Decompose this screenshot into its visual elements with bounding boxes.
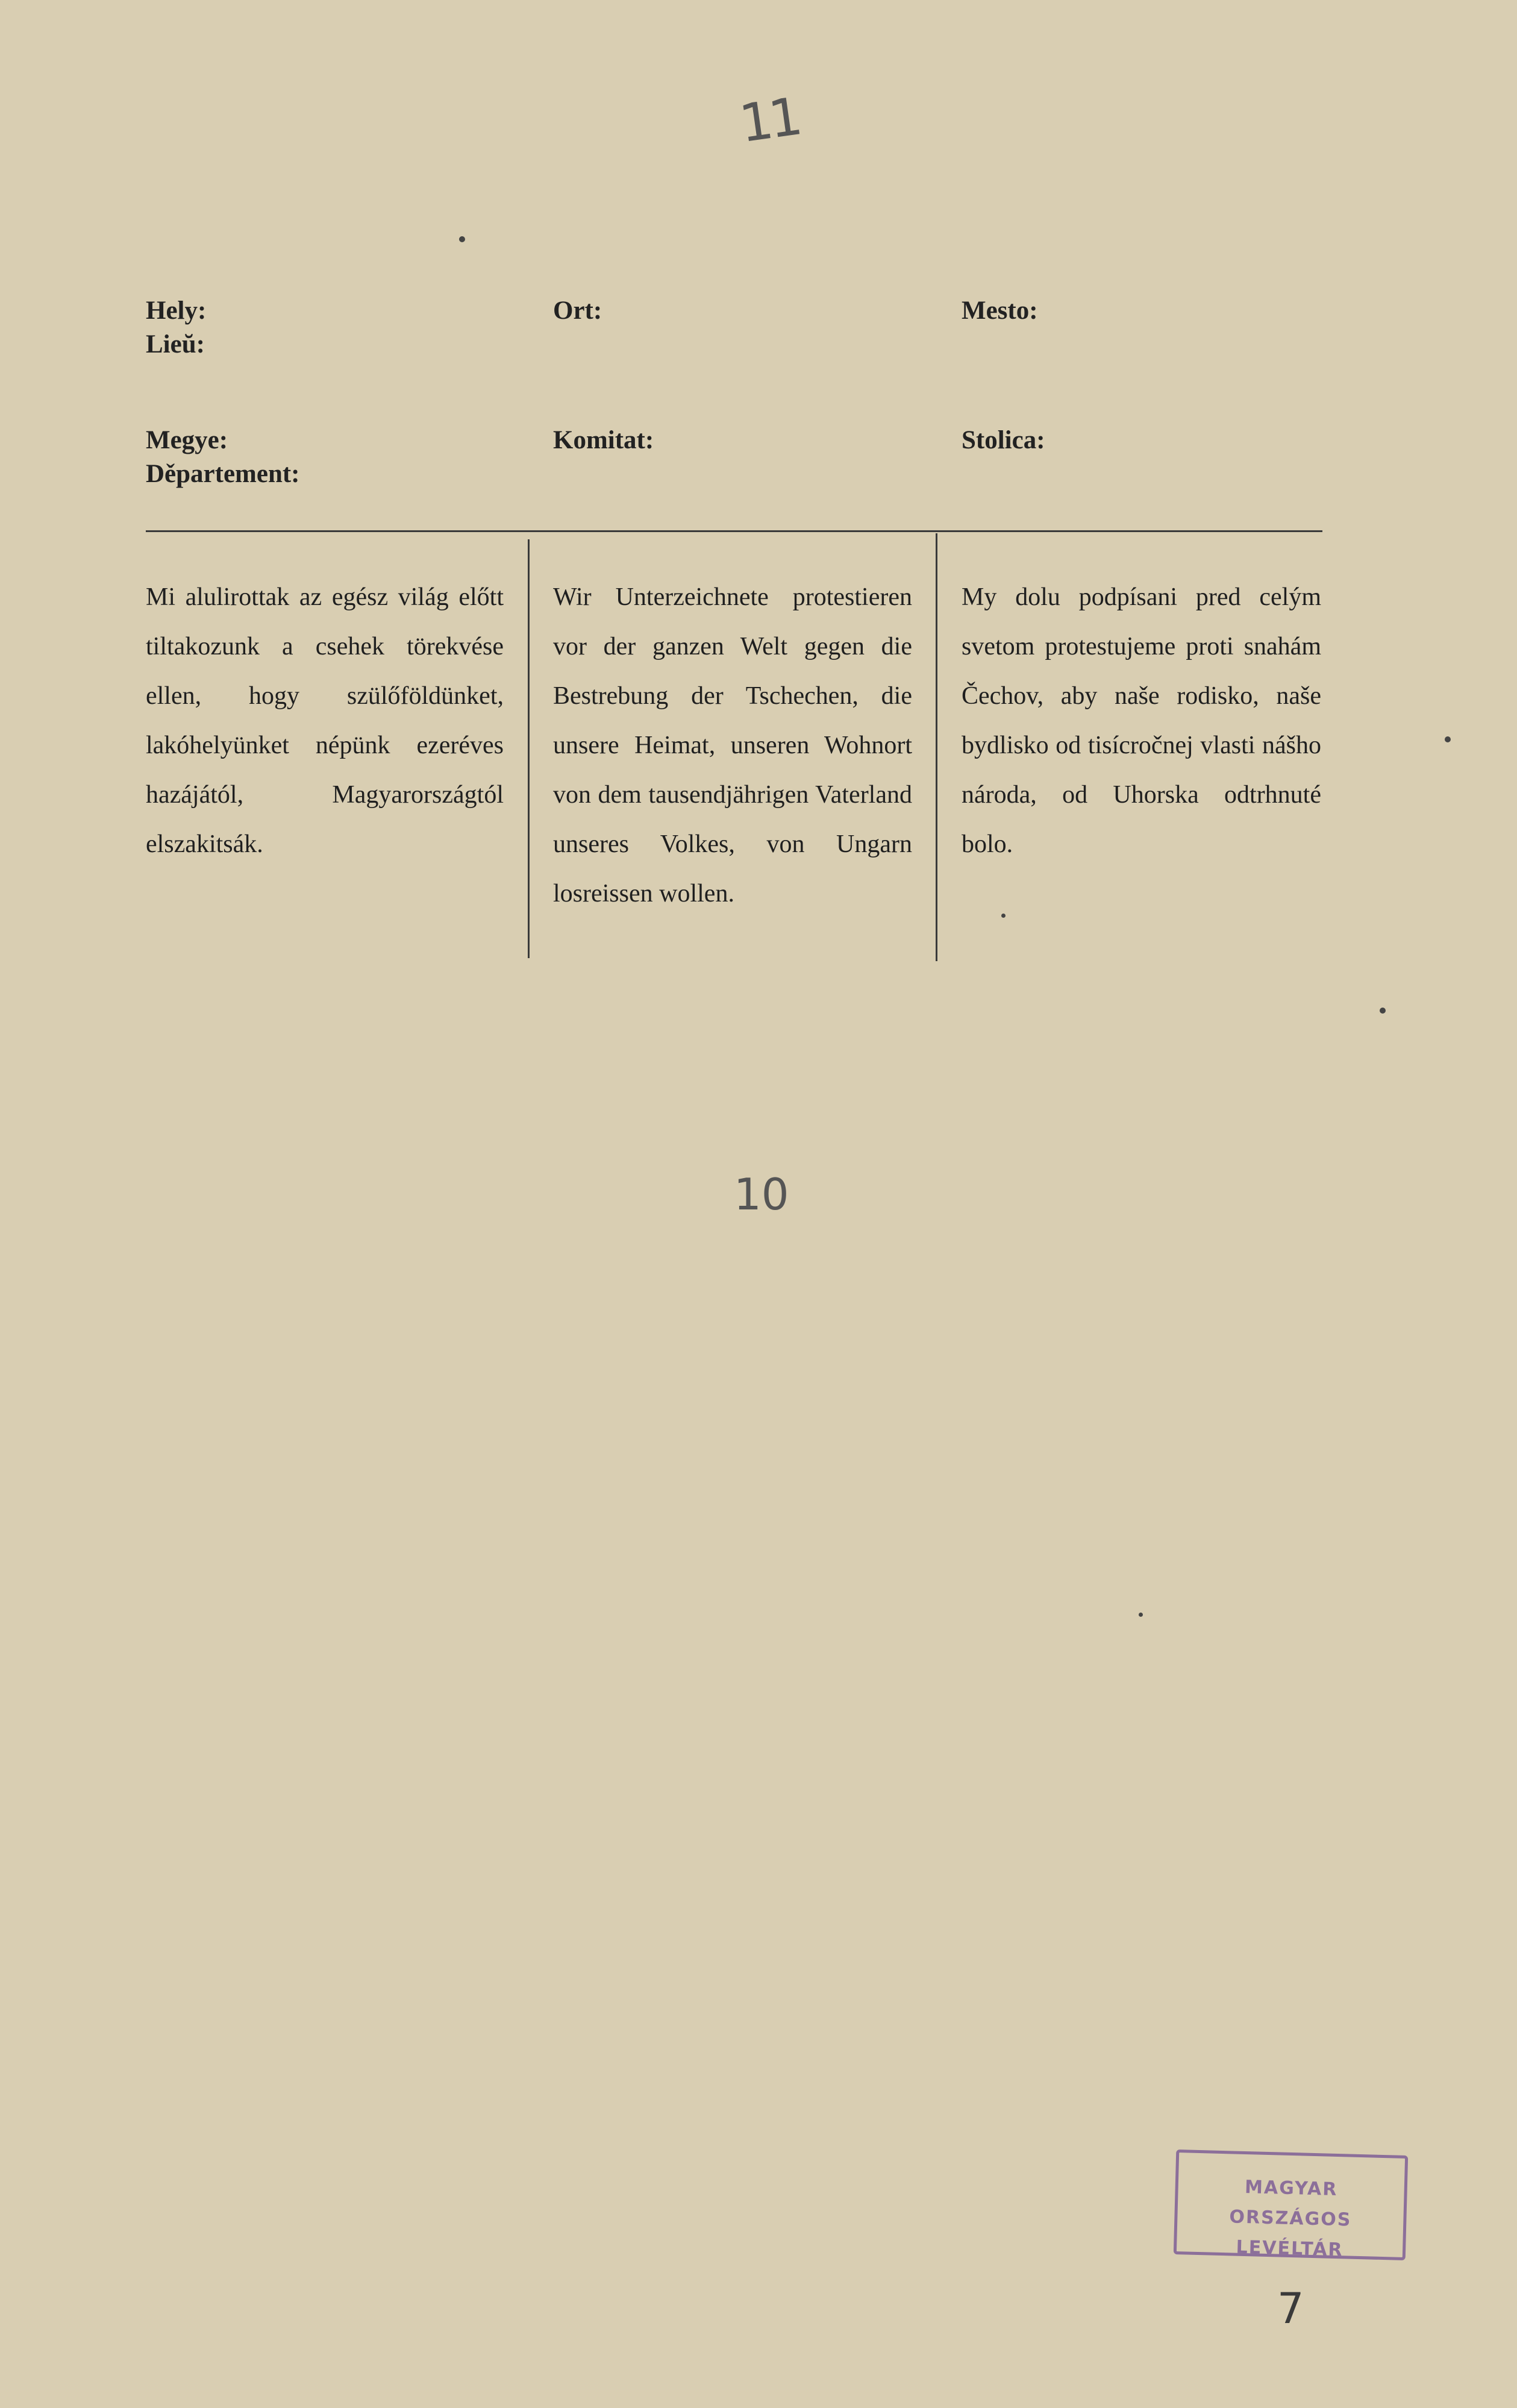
- column-divider-left: [528, 539, 530, 958]
- field-place-sk: [962, 294, 1038, 328]
- field-county-de: [553, 424, 654, 457]
- handwritten-page-number: 11: [736, 86, 802, 155]
- archive-stamp: [1174, 2149, 1408, 2260]
- protest-text-german: [553, 572, 912, 918]
- paragraph-german: Wir Unterzeichnete protestieren vor der ganzen Welt gegen die Bestrebung der Tschechen, die unsere Heimat, unseren Wohnort von dem tausendjährigen Vaterland unseres Volkes, von Ungarn losreissen wollen.: [553, 583, 912, 908]
- field-place-hu-fr: [146, 294, 206, 362]
- label-county-sk: Stolica:: [962, 426, 1045, 454]
- paper-speck: [1139, 1613, 1143, 1617]
- stamp-line-1: MAGYAR: [1244, 2176, 1338, 2201]
- field-place-de: [553, 294, 602, 328]
- label-county-de: Komitat:: [553, 426, 654, 454]
- horizontal-rule: [146, 530, 1322, 532]
- paper-speck: [1445, 736, 1451, 742]
- protest-text-hungarian: [146, 572, 504, 869]
- label-county-hu: Megye:: [146, 426, 228, 454]
- paper-speck: [1001, 914, 1006, 918]
- field-county-hu-fr: [146, 424, 300, 491]
- paper-speck: [459, 236, 465, 242]
- label-place-de: Ort:: [553, 296, 602, 325]
- label-county-fr: Děpartement:: [146, 460, 300, 488]
- label-place-sk: Mesto:: [962, 296, 1038, 325]
- paper-speck: [1380, 1008, 1386, 1014]
- handwritten-page-number-mid: 10: [734, 1169, 789, 1220]
- pencil-mark: 7: [1277, 2284, 1304, 2333]
- field-county-sk: [962, 424, 1045, 457]
- label-place-fr: Lieŭ:: [146, 330, 205, 359]
- paragraph-hungarian: Mi alulirottak az egész világ előtt tiltakozunk a csehek törekvése ellen, hogy szülőföldünket, lakóhelyünket népünk ezeréves hazájától, Magyarországtól elszakitsák.: [146, 583, 504, 858]
- label-place-hu: Hely:: [146, 296, 207, 325]
- paragraph-slovak: My dolu podpísani pred celým svetom protestujeme proti snahám Čechov, aby naše rodisko, naše bydlisko od tisícročnej vlasti nášho národa, od Uhorska odtrhnuté bolo.: [962, 583, 1321, 858]
- protest-text-slovak: [962, 572, 1321, 869]
- stamp-line-2: ORSZÁGOS LEVÉLTÁR: [1229, 2206, 1352, 2261]
- column-divider-right: [936, 533, 937, 961]
